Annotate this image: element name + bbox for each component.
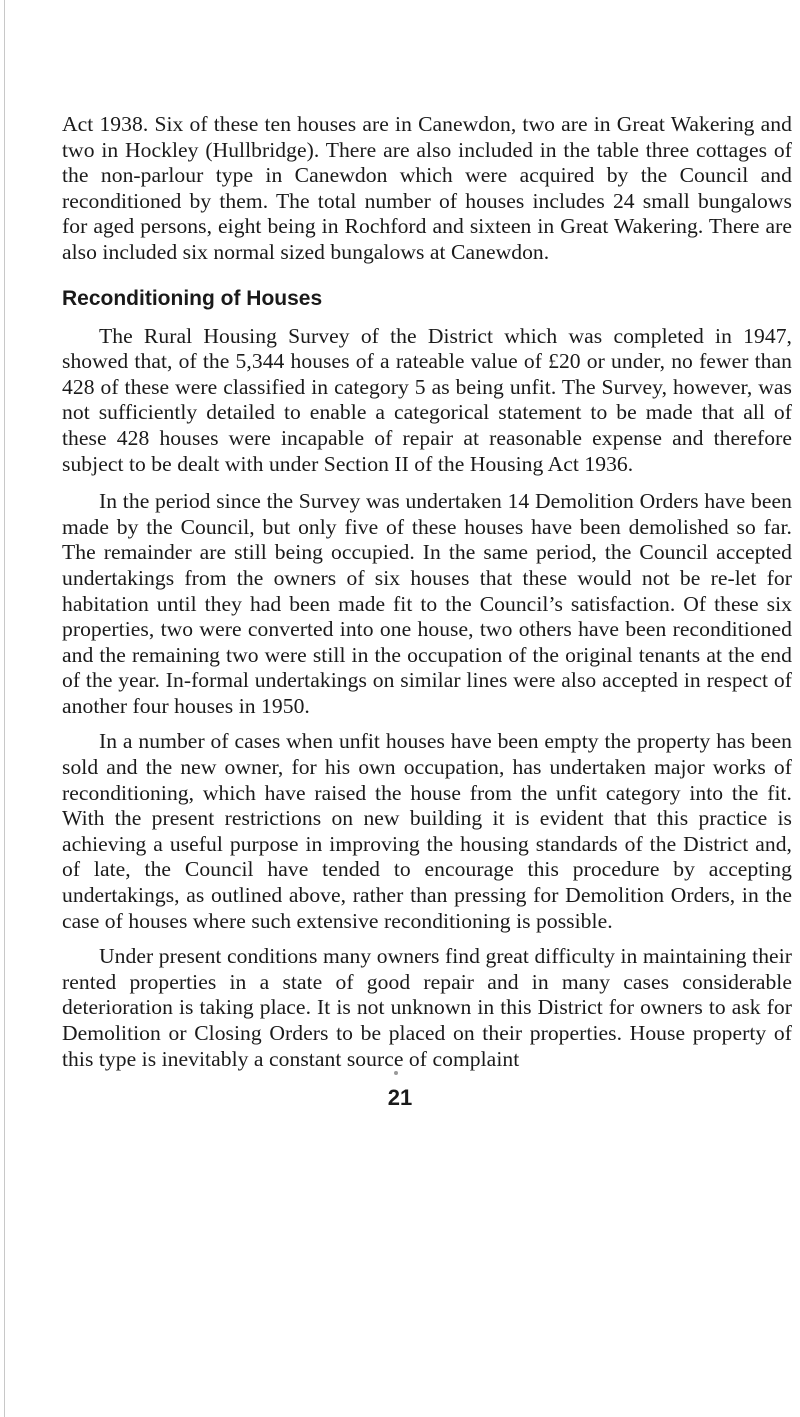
paragraph-rural-housing-survey: The Rural Housing Survey of the District which was completed in 1947, showed that, of the 5,344 houses of a rateable value of £20 or under, no fewer than 428 of these were classified in category 5 as being unfit. The Survey, however, was not sufficiently detailed to enable a categorical statement to be made that all of these 428 houses were incapable of repair at reasonable expense and therefore subject to be dealt with under Section II of the Housing Act 1936. [62,323,792,476]
paragraph-housing-act-continuation: Act 1938. Six of these ten houses are in Canewdon, two are in Great Wakering and two in Hockley (Hullbridge). There are also included in the table three cottages of the non-parlour type in Canewdon which were acquired by the Council and reconditioned by them. The total number of houses includes 24 small bungalows for aged persons, eight being in Rochford and sixteen in Great Wakering. There are also included six normal sized bungalows at Canewdon. [62,112,792,264]
page-number: 21 [387,1085,413,1110]
paragraph-present-conditions: Under present conditions many owners find great difficulty in maintaining their rented properties in a state of good repair and in many cases considerable deterioration is taking place. It is not unknown in this District for owners to ask for Demolition or Closing Orders to be placed on their properties. House property of this type is inevitably a constant source of complaint [62,944,792,1071]
paragraph-demolition-orders: In the period since the Survey was undertaken 14 Demolition Orders have been made by the Council, but only five of these houses have been demolished so far. The remainder are still being occupied. In the same period, the Council accepted undertakings from the owners of six houses that these would not be re-let for habitation until they had been made fit to the Council’s satisfaction. Of these six properties, two were converted into one house, two others have been reconditioned and the remaining two were still in the occupation of the original tenants at the end of the year. In-formal undertakings on similar lines were also accepted in respect of another four houses in 1950. [62,489,792,718]
section-heading-reconditioning: Reconditioning of Houses [62,286,323,310]
paragraph-unfit-houses-sold: In a number of cases when unfit houses have been empty the property has been sold and the new owner, for his own occupation, has undertaken major works of reconditioning, which have raised the house from the unfit category into the fit. With the present restrictions on new building it is evident that this practice is achieving a useful purpose in improving the housing standards of the District and, of late, the Council have tended to encourage this procedure by accepting undertakings, as outlined above, rather than pressing for Demolition Orders, in the case of houses where such extensive reconditioning is possible. [62,729,792,933]
print-speck [394,1071,398,1075]
scan-edge-line [4,0,5,1417]
document-page [62,112,792,1072]
